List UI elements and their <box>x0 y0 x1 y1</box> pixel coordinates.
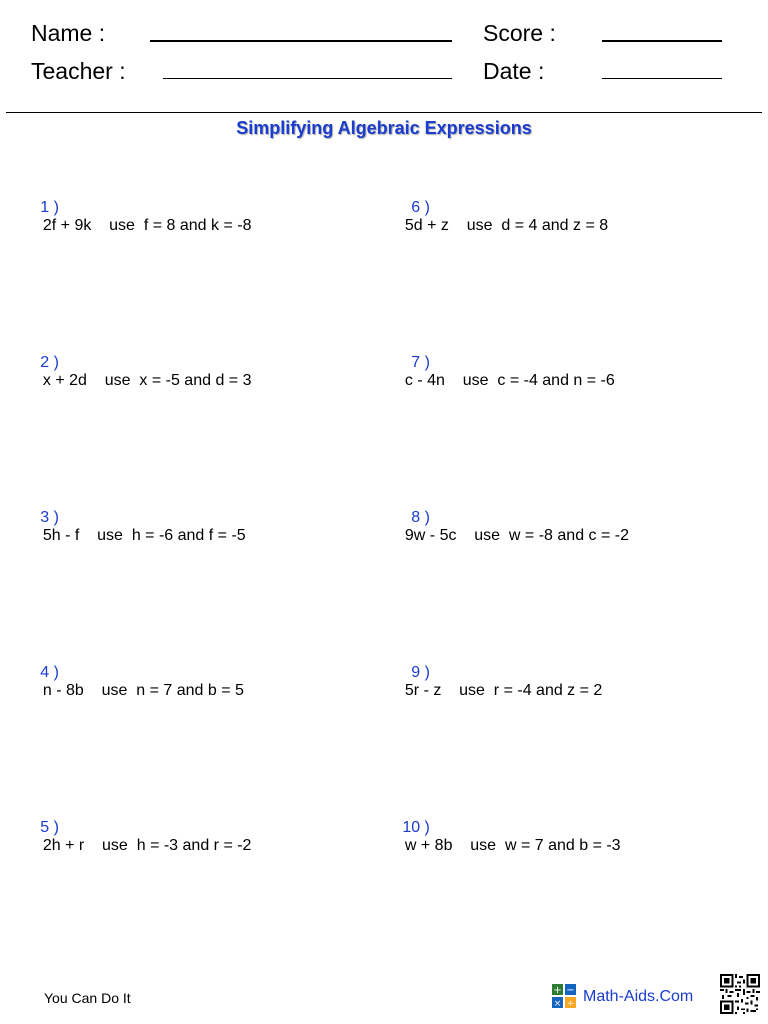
problem-expression: 2h + r use h = -3 and r = -2 <box>42 837 252 854</box>
problem-expression: 5h - f use h = -6 and f = -5 <box>42 527 246 544</box>
problem-8 <box>390 491 629 545</box>
problem-number: 4 ) <box>40 664 59 681</box>
problem-number: 6 ) <box>411 199 430 216</box>
problem-expression: c - 4n use c = -4 and n = -6 <box>404 372 615 389</box>
problem-number: 8 ) <box>411 509 430 526</box>
problem-number: 9 ) <box>411 664 430 681</box>
qr-code-icon <box>720 974 760 1014</box>
svg-text:−: − <box>566 985 575 996</box>
problem-expression: x + 2d use x = -5 and d = 3 <box>42 372 252 389</box>
problem-expression: 9w - 5c use w = -8 and c = -2 <box>404 527 629 544</box>
teacher-label: Teacher : <box>31 58 126 84</box>
teacher-line <box>163 78 452 79</box>
name-line <box>150 40 452 42</box>
problem-2 <box>28 336 251 390</box>
problem-3 <box>28 491 246 545</box>
svg-text:÷: ÷ <box>566 999 575 1008</box>
problem-number: 7 ) <box>411 354 430 371</box>
problem-number: 2 ) <box>40 354 59 371</box>
math-aids-logo-icon <box>552 984 576 1008</box>
problem-number: 5 ) <box>40 819 59 836</box>
problem-1 <box>28 181 251 235</box>
problem-expression: n - 8b use n = 7 and b = 5 <box>42 682 244 699</box>
score-label: Score : <box>483 20 556 46</box>
problem-number: 10 ) <box>402 819 430 836</box>
page-title: Simplifying Algebraic Expressions <box>236 118 532 138</box>
problem-9 <box>390 646 602 700</box>
name-label: Name : <box>31 20 106 46</box>
problem-5 <box>28 801 251 855</box>
problem-6 <box>390 181 608 235</box>
problem-10 <box>390 801 621 855</box>
problem-number: 3 ) <box>40 509 59 526</box>
svg-text:+: + <box>553 985 562 996</box>
problem-4 <box>28 646 244 700</box>
footer-site-link[interactable]: Math-Aids.Com <box>583 988 694 1005</box>
score-line <box>602 40 722 42</box>
problem-number: 1 ) <box>40 199 59 216</box>
header-divider <box>6 112 762 113</box>
problem-expression: 5r - z use r = -4 and z = 2 <box>404 682 603 699</box>
footer-motto: You Can Do It <box>44 990 131 1006</box>
svg-text:×: × <box>553 999 562 1008</box>
problem-expression: 5d + z use d = 4 and z = 8 <box>404 217 609 234</box>
problem-expression: 2f + 9k use f = 8 and k = -8 <box>42 217 252 234</box>
problem-expression: w + 8b use w = 7 and b = -3 <box>404 837 621 854</box>
date-line <box>602 78 722 79</box>
problem-7 <box>390 336 615 390</box>
date-label: Date : <box>483 58 545 84</box>
